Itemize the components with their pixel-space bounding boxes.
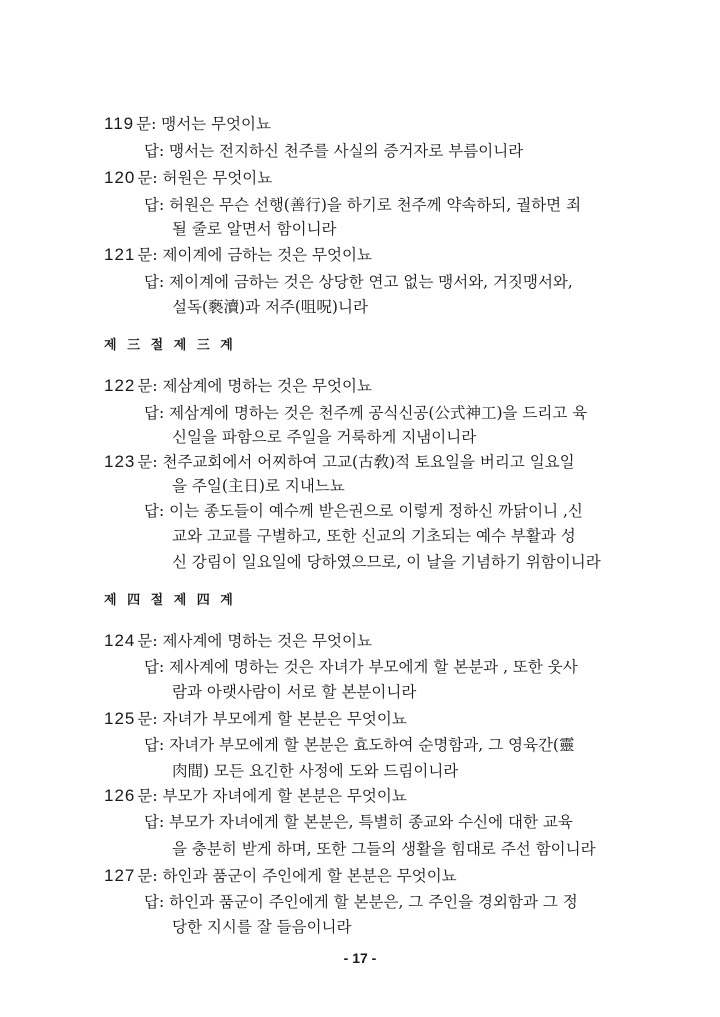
answer-continuation-line: 될 줄로 알면서 함이니라 [172, 220, 337, 238]
answer-line: 답: 제사계에 명하는 것은 자녀가 부모에게 할 본분과 , 또한 웃사 [144, 658, 578, 676]
section-heading: 제 四 절 제 四 계 [104, 593, 236, 608]
question-number: 119 [104, 114, 135, 133]
question-number: 127 [104, 866, 136, 885]
question-number: 123 [104, 452, 136, 471]
question-text: 문: 부모가 자녀에게 할 본분은 무엇이뇨 [137, 787, 407, 805]
answer-line: 답: 이는 종도들이 예수께 받은권으로 이렇게 정하신 까닭이니 ,신 [144, 502, 583, 520]
answer-continuation-line: 설독(褻瀆)과 저주(咀呪)니라 [172, 298, 368, 316]
question-text: 문: 맹서는 무엇이뇨 [136, 115, 271, 133]
question-line [104, 630, 372, 652]
question-text: 문: 천주교회에서 어찌하여 고교(古敎)적 토요일을 버리고 일요일 [137, 453, 575, 471]
question-text: 문: 제삼계에 명하는 것은 무엇이뇨 [137, 377, 372, 395]
answer-continuation-line: 당한 지시를 잘 들음이니라 [172, 918, 352, 936]
question-line [104, 113, 271, 135]
question-number: 126 [104, 786, 136, 805]
answer-line: 답: 제이계에 금하는 것은 상당한 연고 없는 맹서와, 거짓맹서와, [144, 273, 573, 291]
question-line [104, 167, 272, 189]
answer-line: 답: 하인과 품군이 주인에게 할 본분은, 그 주인을 경외함과 그 정 [144, 893, 578, 911]
answer-line: 답: 부모가 자녀에게 할 본분은, 특별히 종교와 수신에 대한 교육 [144, 813, 573, 831]
question-text: 문: 자녀가 부모에게 할 본분은 무엇이뇨 [137, 710, 407, 728]
question-line [104, 375, 372, 397]
question-line [104, 865, 457, 887]
question-number: 124 [104, 631, 136, 650]
section-heading: 제 三 절 제 三 계 [104, 338, 236, 353]
answer-line: 답: 자녀가 부모에게 할 본분은 효도하여 순명함과, 그 영육간(靈 [144, 736, 575, 754]
question-number: 121 [104, 245, 136, 264]
question-line [104, 708, 407, 730]
question-line [104, 785, 407, 807]
page-number: - 17 - [343, 950, 377, 966]
question-text: 문: 제사계에 명하는 것은 무엇이뇨 [137, 632, 372, 650]
answer-continuation-line: 신일을 파함으로 주일을 거룩하게 지냄이니라 [172, 428, 477, 446]
question-number: 120 [104, 168, 136, 187]
answer-continuation-line: 교와 고교를 구별하고, 또한 신교의 기초되는 예수 부활과 성 [172, 527, 576, 545]
answer-continuation-line: 을 주일(主日)로 지내느뇨 [172, 477, 345, 495]
answer-continuation-line: 람과 아랫사람이 서로 할 본분이니라 [172, 683, 417, 701]
answer-continuation-line: 을 충분히 받게 하며, 또한 그들의 생활을 힘대로 주선 함이니라 [172, 840, 596, 858]
question-number: 122 [104, 376, 136, 395]
answer-continuation-line: 신 강림이 일요일에 당하였으므로, 이 날을 기념하기 위함이니라 [172, 553, 601, 571]
answer-line: 답: 맹서는 전지하신 천주를 사실의 증거자로 부름이니라 [144, 142, 524, 160]
question-text: 문: 허원은 무엇이뇨 [137, 169, 273, 187]
question-text: 문: 제이계에 금하는 것은 무엇이뇨 [137, 246, 372, 264]
answer-line: 답: 제삼계에 명하는 것은 천주께 공식신공(公式神工)을 드리고 육 [144, 404, 588, 422]
question-line [104, 244, 372, 266]
question-line [104, 451, 575, 473]
question-number: 125 [104, 709, 136, 728]
answer-continuation-line: 肉間) 모든 요긴한 사정에 도와 드림이니라 [172, 762, 459, 780]
question-text: 문: 하인과 품군이 주인에게 할 본분은 무엇이뇨 [137, 867, 457, 885]
answer-line: 답: 허원은 무슨 선행(善行)을 하기로 천주께 약속하되, 궐하면 죄 [144, 196, 582, 214]
